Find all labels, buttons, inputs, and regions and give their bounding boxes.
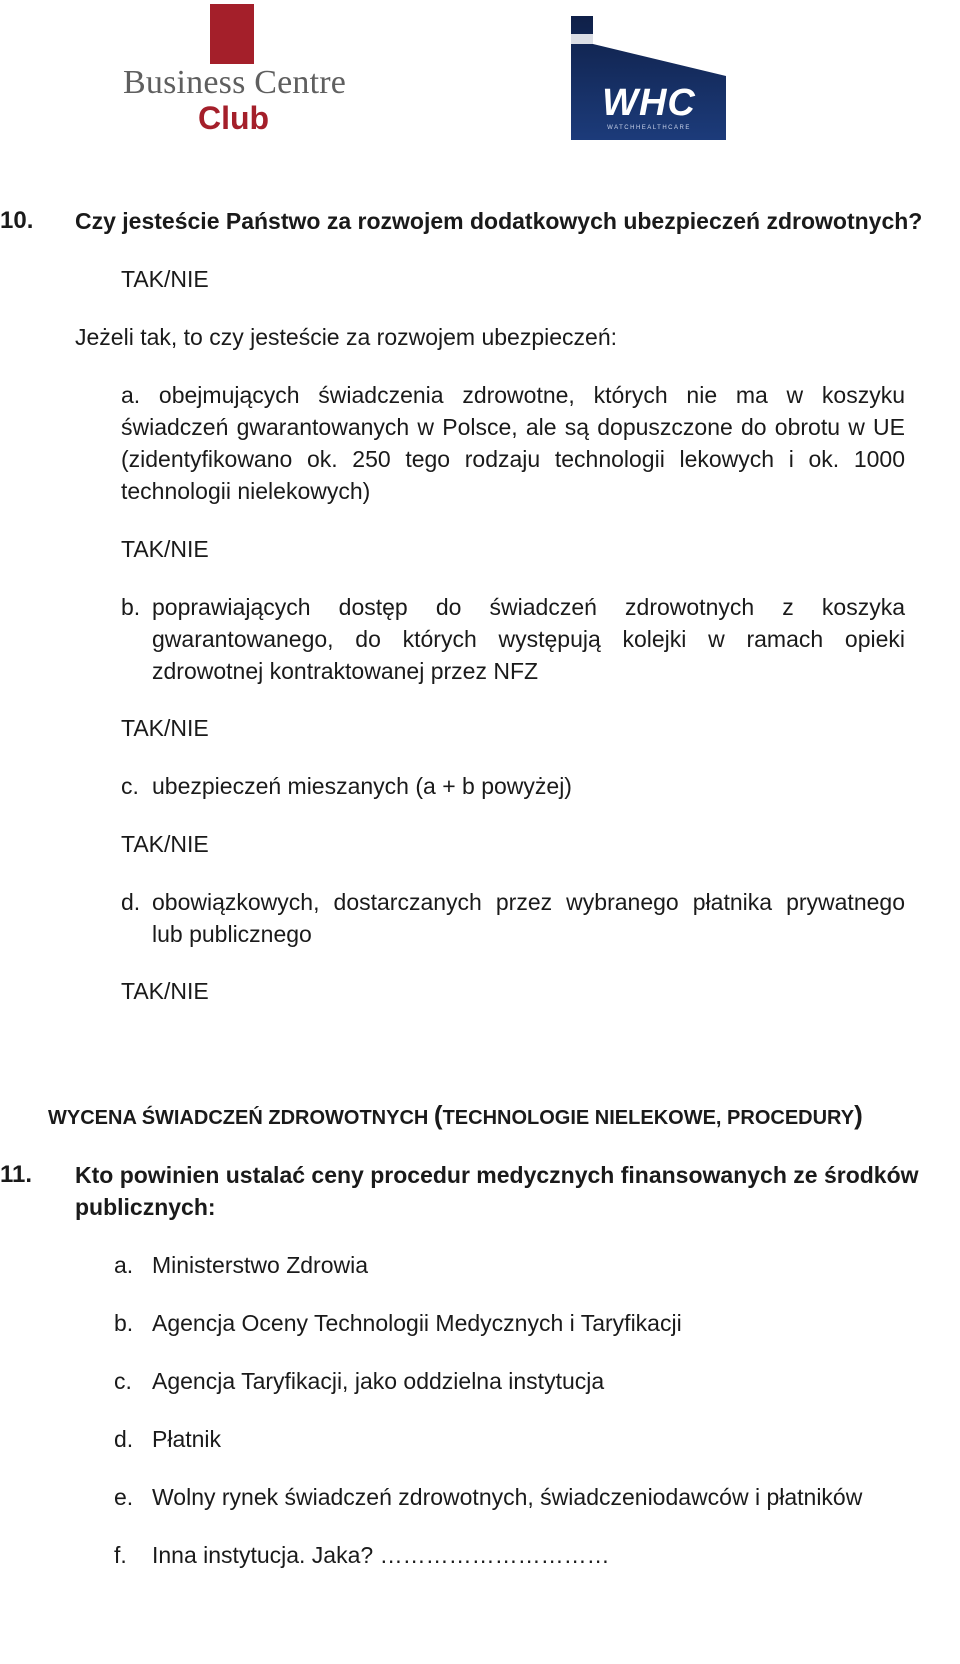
q11-option-text: Ministerstwo Zdrowia — [152, 1252, 368, 1278]
bcc-logo-line1: Business Centre — [123, 64, 347, 101]
option-a-line4: technologii nielekowych) — [121, 478, 371, 504]
option-a-line2: świadczeń gwarantowanych w Polsce, ale są dopuszczone do obrotu w UE — [121, 414, 905, 440]
q11-option-text: Płatnik — [152, 1426, 222, 1452]
section-heading-part1: WYCENA ŚWIADCZEŃ ZDROWOTNYCH — [48, 1107, 434, 1129]
q11-option-label: a. — [114, 1252, 134, 1278]
question-11-line1: Kto powinien ustalać ceny procedur medycznych finansowanych ze środków — [75, 1162, 919, 1188]
option-b-line1: poprawiających dostęp do świadczeń zdrowotnych z koszyka — [152, 594, 905, 620]
section-heading-close-paren: ) — [854, 1100, 863, 1130]
question-10-number: 10. — [0, 207, 34, 234]
option-a-line1: a. obejmujących świadczenia zdrowotne, których nie ma w koszyku — [121, 382, 905, 408]
q11-option-label: f. — [114, 1542, 127, 1568]
question-10-lead: Jeżeli tak, to czy jesteście za rozwojem ubezpieczeń: — [75, 324, 618, 350]
whc-logo-subtitle: WATCHHEALTHCARE — [607, 125, 691, 131]
option-c-answer: TAK/NIE — [121, 831, 209, 857]
section-heading-open-paren: ( — [433, 1100, 443, 1130]
option-c-line1: ubezpieczeń mieszanych (a + b powyżej) — [152, 773, 572, 799]
q11-option-label: d. — [114, 1426, 134, 1452]
business-centre-club-logo — [115, 4, 355, 136]
option-b-answer: TAK/NIE — [121, 715, 209, 741]
whc-logo-mark: WHC — [602, 82, 696, 124]
option-d-line2: lub publicznego — [152, 921, 312, 947]
option-b-line3: zdrowotnej kontraktowanej przez NFZ — [152, 658, 539, 684]
bcc-logo-square — [210, 4, 254, 64]
option-a-line3: (zidentyfikowano ok. 250 tego rodzaju technologii lekowych i ok. 1000 — [121, 446, 905, 472]
bcc-logo-line2: Club — [198, 100, 270, 136]
q11-option-label: e. — [114, 1484, 134, 1510]
q11-option-text: Agencja Oceny Technologii Medycznych i Taryfikacji — [152, 1310, 682, 1336]
watch-health-care-logo — [571, 16, 726, 140]
q11-option-label: b. — [114, 1310, 134, 1336]
section-heading — [48, 1098, 863, 1135]
q11-option-label: c. — [114, 1368, 132, 1394]
q11-option-text: Agencja Taryfikacji, jako oddzielna instytucja — [152, 1368, 605, 1394]
option-d-answer: TAK/NIE — [121, 978, 209, 1004]
option-a-answer: TAK/NIE — [121, 536, 209, 562]
option-b-line2: gwarantowanego, do których występują kolejki w ramach opieki — [152, 626, 905, 652]
option-d-line1: obowiązkowych, dostarczanych przez wybranego płatnika prywatnego — [152, 889, 905, 915]
question-10-answer: TAK/NIE — [121, 266, 209, 292]
q11-option-text: Wolny rynek świadczeń zdrowotnych, świadczeniodawców i płatników — [152, 1484, 863, 1510]
section-heading-part2: TECHNOLOGIE NIELEKOWE, PROCEDURY — [442, 1107, 855, 1129]
question-11-line2: publicznych: — [75, 1194, 216, 1220]
question-11-number: 11. — [0, 1161, 33, 1188]
option-b-label: b. — [121, 594, 141, 620]
option-d-label: d. — [121, 889, 141, 915]
option-c-label: c. — [121, 773, 139, 799]
q11-option-text: Inna instytucja. Jaka? ………………………… — [152, 1542, 610, 1568]
question-10-text: Czy jesteście Państwo za rozwojem dodatkowych ubezpieczeń zdrowotnych? — [75, 208, 923, 234]
